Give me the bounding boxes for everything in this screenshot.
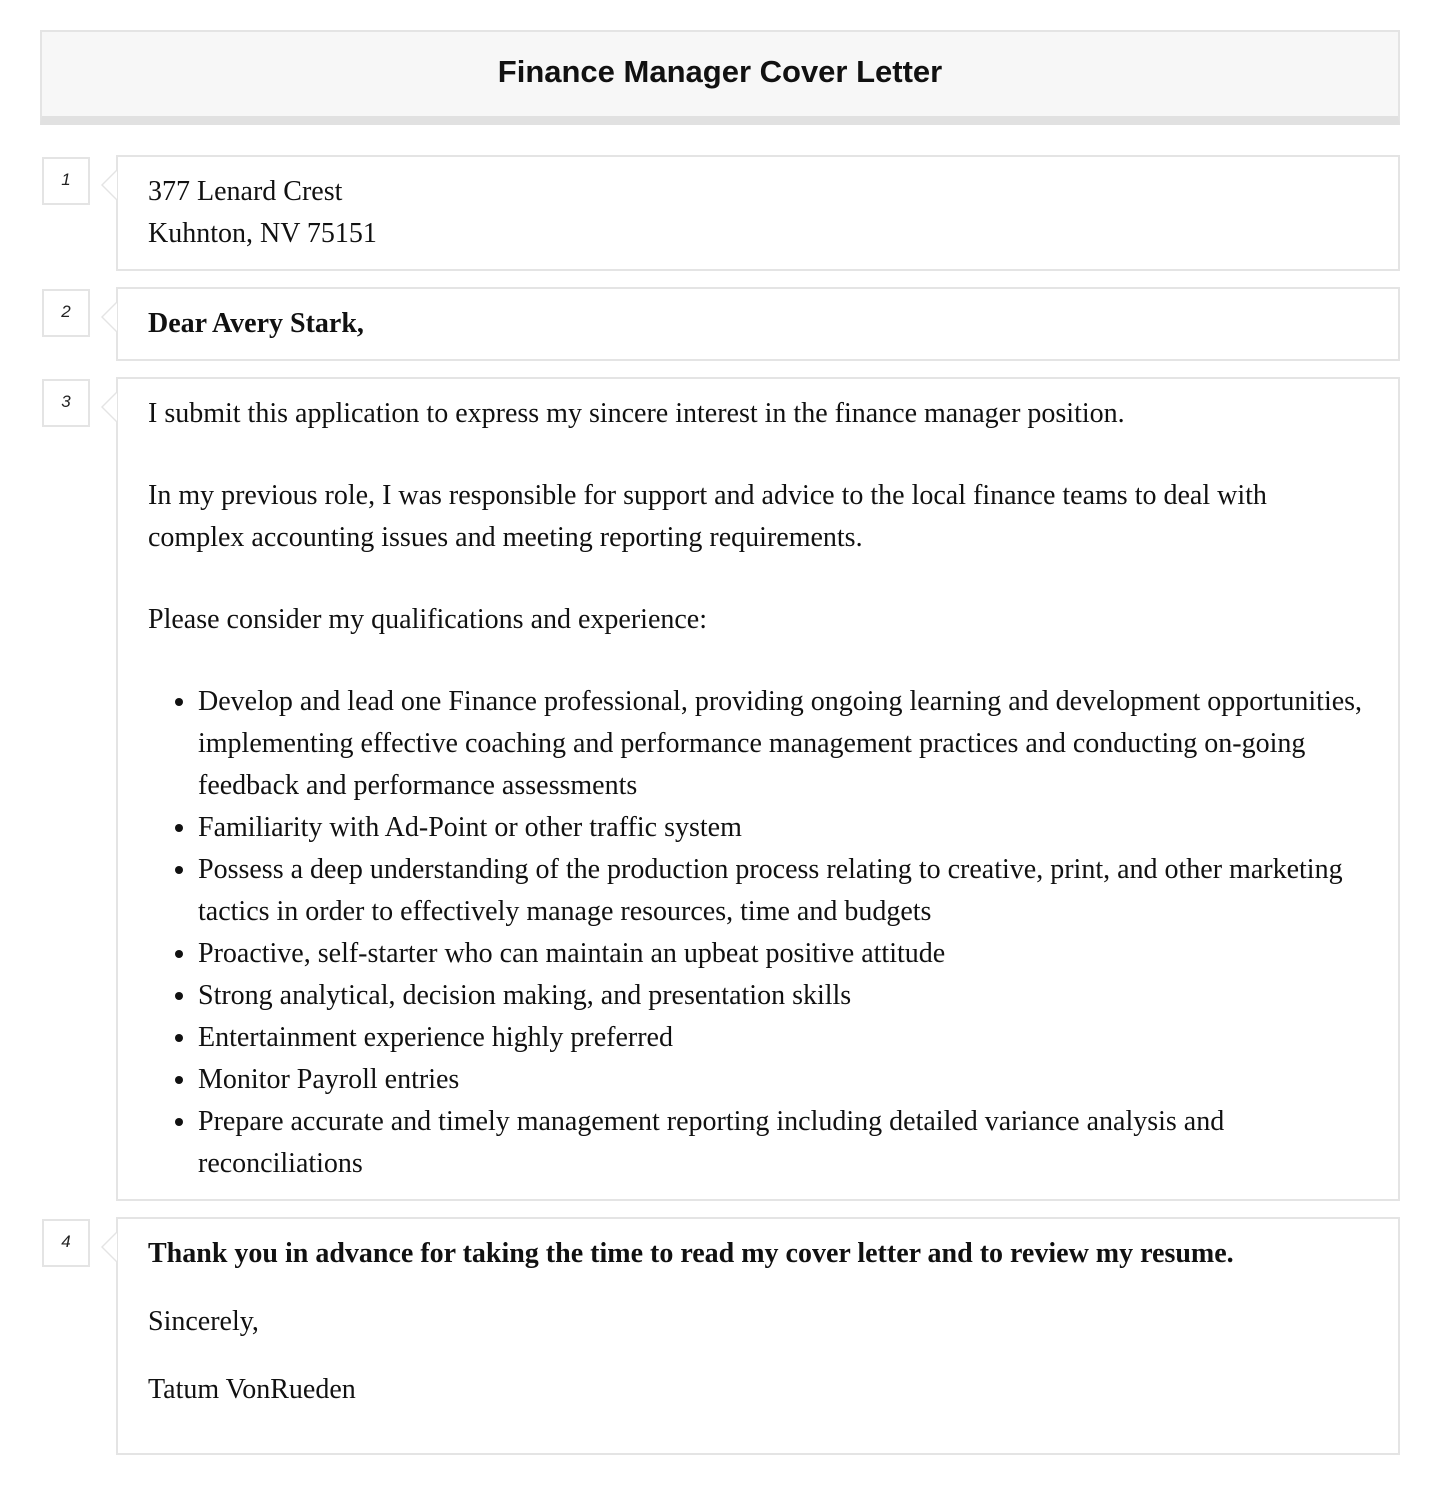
qualifications-intro: Please consider my qualifications and experience: [148,604,708,635]
list-item: • Possess a deep understanding of the production process relating to creative, print, and other marketing tactics in order to effectively manage resources, time and budgets [198,849,1368,933]
address-block [116,155,1400,271]
closing-line: Sincerely, [148,1306,259,1337]
greeting-block [116,287,1400,361]
address-line-2: Kuhnton, NV 75151 [148,218,377,249]
qualifications-list [148,681,1368,1185]
section-number: 2 [42,289,90,337]
previous-role-paragraph: In my previous role, I was responsible for support and advice to the local finance teams to deal with complex accounting issues and meeting reporting requirements. [148,480,1267,553]
page-title: Finance Manager Cover Letter [497,54,943,89]
pointer-arrow [101,169,117,201]
list-item: • Prepare accurate and timely management reporting including detailed variance analysis and reconciliations [198,1101,1368,1185]
section-number: 4 [42,1219,90,1267]
closing-block [116,1217,1400,1455]
address-line-1: 377 Lenard Crest [148,176,343,207]
title-bar [40,30,1400,125]
pointer-arrow [101,1231,117,1263]
signature: Tatum VonRueden [148,1374,356,1405]
body-block [116,377,1400,1201]
greeting: Dear Avery Stark, [148,308,364,339]
section-number: 1 [42,157,90,205]
list-item: • Monitor Payroll entries [198,1059,1368,1101]
list-item: • Strong analytical, decision making, and presentation skills [198,975,1368,1017]
intro-paragraph: I submit this application to express my sincere interest in the finance manager position. [148,398,1125,429]
list-item: • Proactive, self-starter who can maintain an upbeat positive attitude [198,933,1368,975]
list-item: • Familiarity with Ad-Point or other traffic system [198,807,1368,849]
pointer-arrow [101,391,117,423]
list-item: • Develop and lead one Finance professional, providing ongoing learning and development opportunities, implementing effective coaching and performance management practices and conducting on-going feedback and performance assessments [198,681,1368,807]
list-item: • Entertainment experience highly preferred [198,1017,1368,1059]
thanks-line: Thank you in advance for taking the time to read my cover letter and to review my resume. [148,1238,1234,1269]
section-number: 3 [42,379,90,427]
pointer-arrow [101,301,117,333]
